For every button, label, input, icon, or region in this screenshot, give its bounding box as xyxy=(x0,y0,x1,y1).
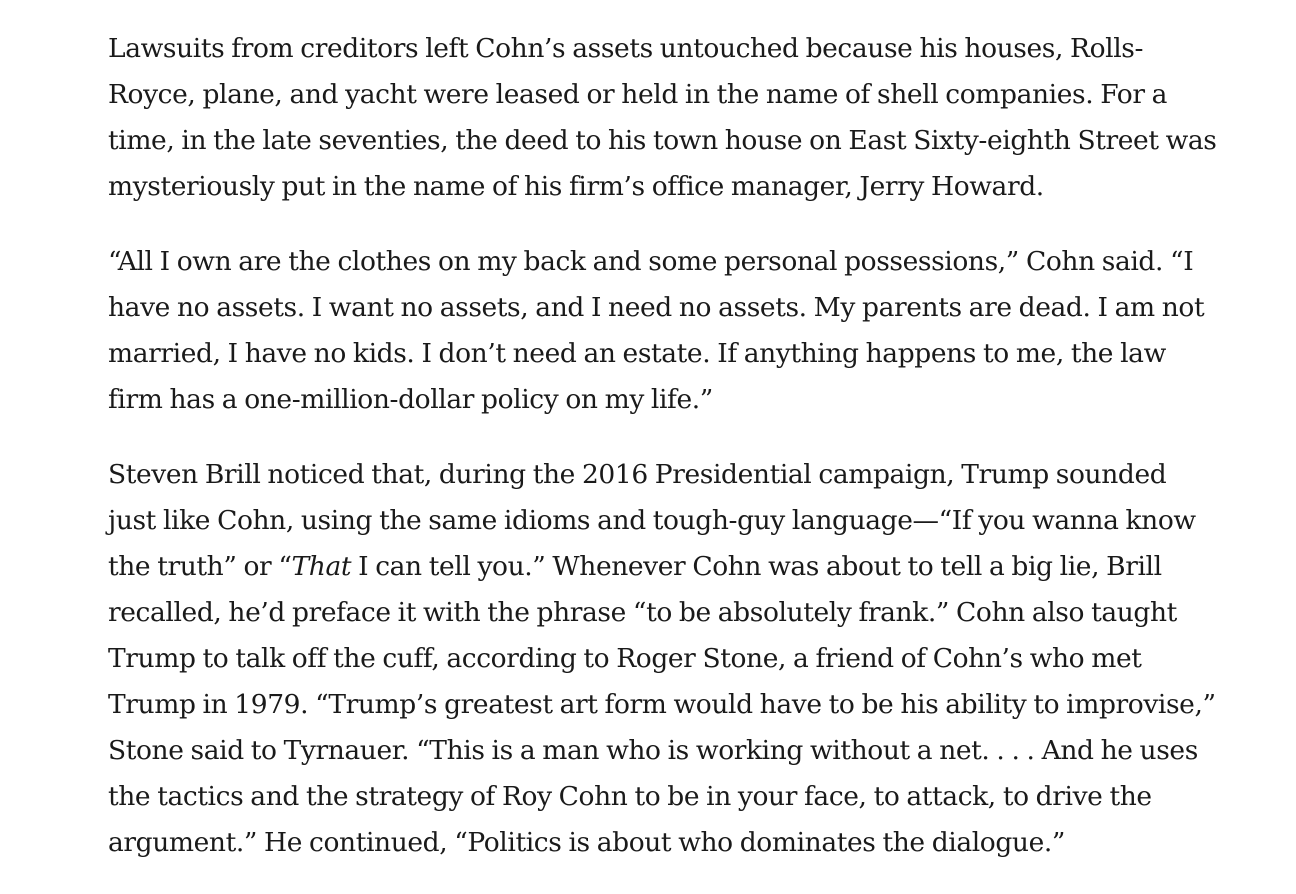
italic-emphasis: That xyxy=(291,551,352,582)
text-line-with-italic xyxy=(108,544,1198,590)
text-line: Stone said to Tyrnauer. “This is a man who is working without a net. . . . And he uses xyxy=(108,735,1198,766)
text-line: Lawsuits from creditors left Cohn’s assets untouched because his houses, Rolls- xyxy=(108,33,1144,64)
paragraph-1 xyxy=(108,26,1217,210)
paragraph-3 xyxy=(108,452,1216,866)
article-body xyxy=(108,26,1217,866)
text-line: recalled, he’d preface it with the phrase “to be absolutely frank.” Cohn also taught xyxy=(108,597,1177,628)
text-line: time, in the late seventies, the deed to his town house on East Sixty-eighth Street was xyxy=(108,125,1217,156)
text-line: “All I own are the clothes on my back and some personal possessions,” Cohn said. “I xyxy=(108,246,1194,277)
text-line: firm has a one-million-dollar policy on my life.” xyxy=(108,384,713,415)
text-line: Steven Brill noticed that, during the 2016 Presidential campaign, Trump sounded xyxy=(108,459,1167,490)
text-line: just like Cohn, using the same idioms and tough-guy language—“If you wanna know xyxy=(108,505,1196,536)
paragraph-2 xyxy=(108,239,1205,423)
text-segment: the truth” or “ xyxy=(108,551,292,582)
text-line: Trump in 1979. “Trump’s greatest art form would have to be his ability to improvise,” xyxy=(108,689,1216,720)
text-line: mysteriously put in the name of his firm’s office manager, Jerry Howard. xyxy=(108,171,1044,202)
text-line: the tactics and the strategy of Roy Cohn to be in your face, to attack, to drive the xyxy=(108,781,1152,812)
text-line: married, I have no kids. I don’t need an estate. If anything happens to me, the law xyxy=(108,338,1166,369)
text-segment: I can tell you.” Whenever Cohn was about to tell a big lie, Brill xyxy=(351,551,1162,582)
text-line: Trump to talk off the cuff, according to Roger Stone, a friend of Cohn’s who met xyxy=(108,643,1142,674)
text-line: Royce, plane, and yacht were leased or held in the name of shell companies. For a xyxy=(108,79,1168,110)
text-line: have no assets. I want no assets, and I need no assets. My parents are dead. I am not xyxy=(108,292,1205,323)
text-line: argument.” He continued, “Politics is about who dominates the dialogue.” xyxy=(108,827,1066,858)
